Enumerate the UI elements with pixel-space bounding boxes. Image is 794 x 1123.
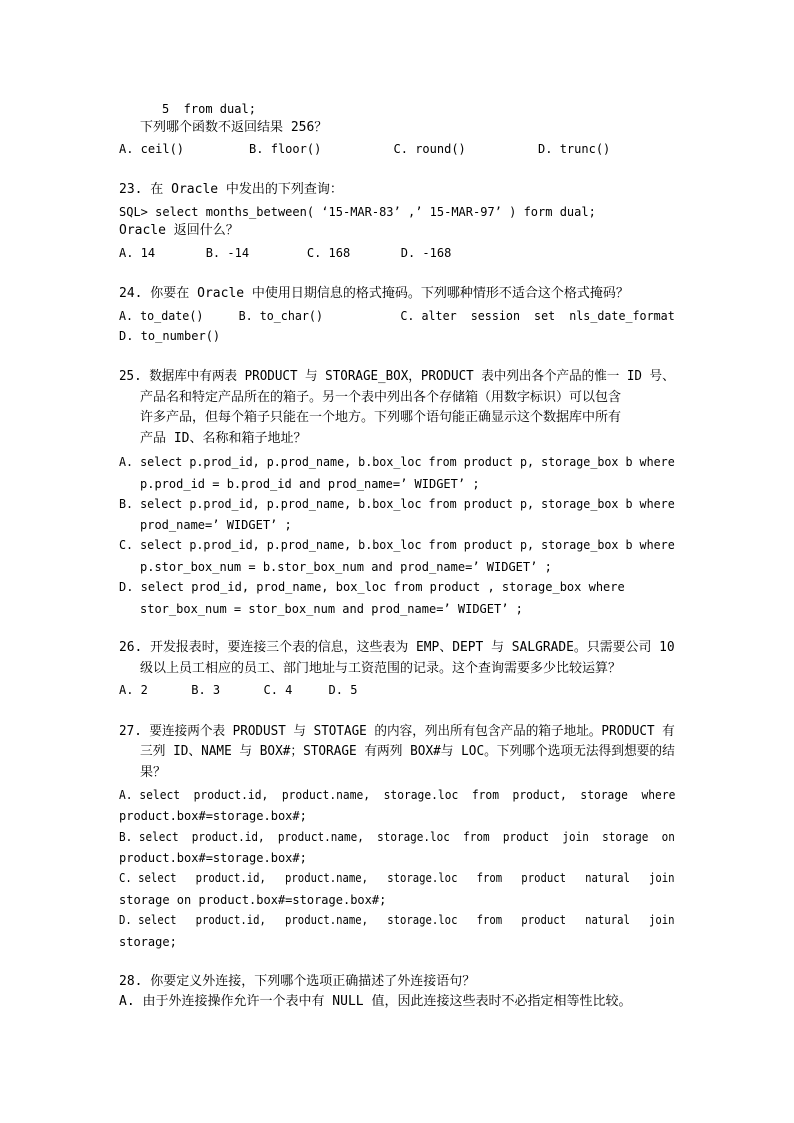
- question-23-sql: SQL> select months_between( ‘15-MAR-83’ ,’ 15-MAR-97’ ) form dual;: [119, 205, 596, 219]
- question-23-ask: Oracle 返回什么？: [119, 223, 239, 238]
- question-25-stem: 25. 数据库中有两表 PRODUCT 与 STORAGE_BOX，PRODUCT 表中列出各个产品的惟一 ID 号、: [119, 369, 675, 384]
- question-28-option-a: A. 由于外连接操作允许一个表中有 NULL 值，因此连接这些表时不必指定相等性比较。: [119, 994, 632, 1009]
- question-27-option-c: C. select product.id, product.name, storage.loc from product natural join: [119, 871, 675, 885]
- question-27-option-a-cont: product.box#=storage.box#;: [119, 809, 307, 823]
- question-25-option-a: A. select p.prod_id, p.prod_name, b.box_loc from product p, storage_box b where: [119, 455, 675, 469]
- question-25-option-c-cont: p.stor_box_num = b.stor_box_num and prod_name=’ WIDGET’ ;: [140, 560, 552, 574]
- question-27-option-d: D. select product.id, product.name, storage.loc from product natural join: [119, 913, 675, 927]
- question-27-option-b-cont: product.box#=storage.box#;: [119, 851, 307, 865]
- question-25-stem: 产品名和特定产品所在的箱子。另一个表中列出各个存储箱（用数字标识）可以包含: [140, 390, 622, 405]
- code-line: 5 from dual;: [162, 102, 256, 116]
- question-27-option-c-cont: storage on product.box#=storage.box#;: [119, 893, 387, 907]
- question-26-stem: 级以上员工相应的员工、部门地址与工资范围的记录。这个查询需要多少比较运算？: [140, 661, 622, 676]
- question-26-stem: 26. 开发报表时，要连接三个表的信息，这些表为 EMP、DEPT 与 SALGRADE。只需要公司 10: [119, 640, 675, 655]
- question-25-option-b: B. select p.prod_id, p.prod_name, b.box_loc from product p, storage_box b where: [119, 497, 675, 511]
- question-27-stem: 27. 要连接两个表 PRODUST 与 STOTAGE 的内容，列出所有包含产品的箱子地址。PRODUCT 有: [119, 724, 675, 739]
- question-23-stem: 23. 在 Oracle 中发出的下列查询：: [119, 182, 343, 197]
- question-23-options: A. 14 B. -14 C. 168 D. -168: [119, 246, 452, 260]
- question-25-option-c: C. select p.prod_id, p.prod_name, b.box_loc from product p, storage_box b where: [119, 538, 675, 552]
- question-25-stem: 产品 ID、名称和箱子地址？: [140, 431, 307, 446]
- question-27-stem: 三列 ID、NAME 与 BOX#；STORAGE 有两列 BOX#与 LOC。下列哪个选项无法得到想要的结: [140, 744, 675, 759]
- question-27-option-a: A. select product.id, product.name, storage.loc from product, storage where: [119, 788, 676, 802]
- question-24-options: A. to_date() B. to_char() C. alter session set nls_date_format: [119, 309, 675, 323]
- question-25-option-d-cont: stor_box_num = stor_box_num and prod_name=’ WIDGET’ ;: [140, 602, 523, 616]
- question-28-stem: 28. 你要定义外连接，下列哪个选项正确描述了外连接语句？: [119, 974, 476, 989]
- question-24-stem: 24. 你要在 Oracle 中使用日期信息的格式掩码。下列哪种情形不适合这个格式掩码？: [119, 286, 629, 301]
- question-25-option-b-cont: prod_name=’ WIDGET’ ;: [140, 518, 292, 532]
- question-27-option-d-cont: storage;: [119, 935, 177, 949]
- question-26-options: A. 2 B. 3 C. 4 D. 5: [119, 683, 358, 697]
- question-25-option-a-cont: p.prod_id = b.prod_id and prod_name=’ WIDGET’ ;: [140, 477, 480, 491]
- question-25-stem: 许多产品，但每个箱子只能在一个地方。下列哪个语句能正确显示这个数据库中所有: [140, 410, 622, 425]
- question-27-stem: 果？: [140, 765, 167, 780]
- answer-options: A. ceil() B. floor() C. round() D. trunc(): [119, 142, 611, 156]
- question-24-options-cont: D. to_number(): [119, 329, 221, 343]
- question-25-option-d: D. select prod_id, prod_name, box_loc from product , storage_box where: [119, 580, 625, 594]
- question-text: 下列哪个函数不返回结果 256？: [140, 120, 328, 135]
- question-27-option-b: B. select product.id, product.name, storage.loc from product join storage on: [119, 830, 675, 844]
